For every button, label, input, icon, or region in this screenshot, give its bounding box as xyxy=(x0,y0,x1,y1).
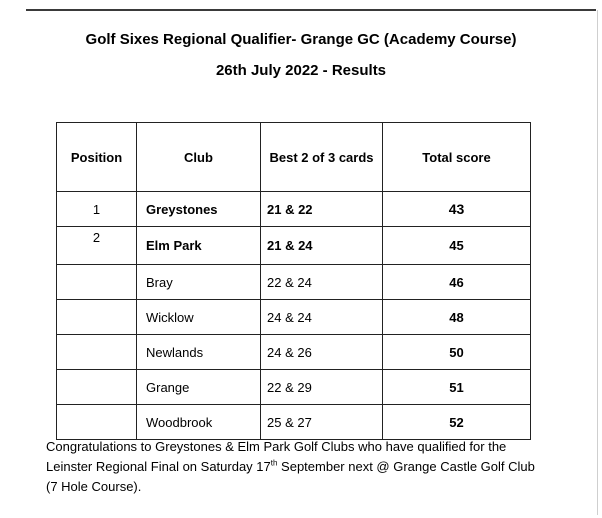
position-cell: 2 xyxy=(57,227,137,265)
club-cell: Woodbrook xyxy=(137,405,261,440)
note-line-3: (7 Hole Course). xyxy=(46,479,142,494)
document-subtitle: 26th July 2022 - Results xyxy=(215,62,387,79)
table-row xyxy=(57,192,531,227)
club-cell: Newlands xyxy=(137,335,261,370)
total-cell: 45 xyxy=(383,227,531,265)
document-title: Golf Sixes Regional Qualifier- Grange GC (Academy Course) xyxy=(85,31,517,48)
club-cell: Greystones xyxy=(137,192,261,227)
table-row xyxy=(57,300,531,335)
column-header-total: Total score xyxy=(383,123,531,192)
position-cell xyxy=(57,335,137,370)
position-cell: 1 xyxy=(57,192,137,227)
column-header-cards: Best 2 of 3 cards xyxy=(261,123,383,192)
club-cell: Elm Park xyxy=(137,227,261,265)
club-cell: Grange xyxy=(137,370,261,405)
cards-cell: 25 & 27 xyxy=(261,405,383,440)
table-row xyxy=(57,405,531,440)
position-cell xyxy=(57,265,137,300)
cards-cell: 22 & 29 xyxy=(261,370,383,405)
cards-cell: 21 & 24 xyxy=(261,227,383,265)
total-cell: 46 xyxy=(383,265,531,300)
position-cell xyxy=(57,405,137,440)
note-line-2 xyxy=(46,457,586,477)
top-divider xyxy=(26,9,596,11)
position-cell xyxy=(57,300,137,335)
total-cell: 43 xyxy=(383,192,531,227)
column-header-club: Club xyxy=(137,123,261,192)
note-line-1: Congratulations to Greystones & Elm Park Golf Clubs who have qualified for the xyxy=(46,439,507,454)
total-cell: 50 xyxy=(383,335,531,370)
note-line-2-start: Leinster Regional Final on Saturday 17 xyxy=(46,459,271,474)
date-suffix: th xyxy=(270,458,278,468)
column-header-position: Position xyxy=(57,123,137,192)
table-header-row xyxy=(57,123,531,192)
cards-cell: 22 & 24 xyxy=(261,265,383,300)
note-line-2-end: September next @ Grange Castle Golf Club xyxy=(277,459,535,474)
cards-cell: 24 & 26 xyxy=(261,335,383,370)
position-cell xyxy=(57,370,137,405)
table-row xyxy=(57,227,531,265)
total-cell: 52 xyxy=(383,405,531,440)
total-cell: 51 xyxy=(383,370,531,405)
table-row xyxy=(57,265,531,300)
club-cell: Bray xyxy=(137,265,261,300)
congratulations-note xyxy=(46,437,586,497)
total-cell: 48 xyxy=(383,300,531,335)
right-edge-line xyxy=(597,10,598,515)
table-row xyxy=(57,370,531,405)
results-table xyxy=(56,122,531,440)
club-cell: Wicklow xyxy=(137,300,261,335)
table-row xyxy=(57,335,531,370)
cards-cell: 24 & 24 xyxy=(261,300,383,335)
cards-cell: 21 & 22 xyxy=(261,192,383,227)
